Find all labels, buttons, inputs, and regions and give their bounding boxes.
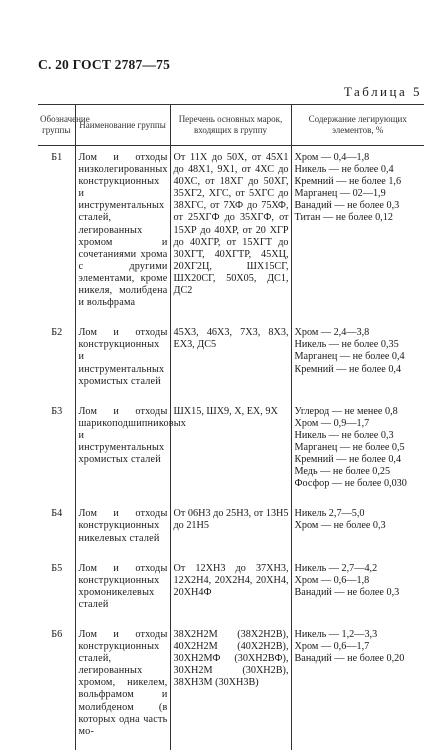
table-row bbox=[38, 146, 424, 322]
table-row bbox=[38, 557, 424, 623]
group-grades: 45Х3, 46Х3, 7Х3, 8Х3, ЕХ3, ДС5 bbox=[170, 321, 291, 399]
group-content: Углерод — не менее 0,8 Хром — 0,9—1,7 Никель — не более 0,3 Марганец — не более 0,5 Кремний — не более 0,4 Медь — не более 0,25 Фосфор — не более 0,030 bbox=[291, 400, 424, 503]
group-grades: 38Х2Н2М (38Х2Н2В), 40Х2Н2М (40Х2Н2В), 30ХН2МФ (30ХН2ВФ), 30ХН2М (30ХН2В), 38ХН3М (30ХН3В) bbox=[170, 623, 291, 750]
page-header: С. 20 ГОСТ 2787—75 bbox=[38, 57, 171, 72]
group-code: Б4 bbox=[51, 508, 63, 520]
column-header-content: Содержание легирующих элементов, % bbox=[291, 105, 424, 146]
group-content: Никель 2,7—5,0 Хром — не более 0,3 bbox=[291, 502, 424, 556]
table-row bbox=[38, 623, 424, 750]
group-name: Лом и отходы низколегированных конструкционных и инструментальных сталей, легированных хромом и сочетаниями хрома с другими элементами, кроме никеля, молибдена и вольфрама bbox=[75, 146, 170, 322]
group-code: Б2 bbox=[51, 327, 63, 339]
group-grades: От 06Н3 до 25Н3, от 13Н5 до 21Н5 bbox=[170, 502, 291, 556]
group-content: Никель — 1,2—3,3 Хром — 0,6—1,7 Ванадий — не более 0,20 bbox=[291, 623, 424, 750]
group-code: Б1 bbox=[51, 152, 63, 163]
group-content: Хром — 0,4—1,8 Никель — не более 0,4 Кремний — не более 1,6 Марганец — 02—1,9 Ванадий — не более 0,3 Титан — не более 0,12 bbox=[291, 146, 424, 322]
table-title: Таблица 5 bbox=[343, 84, 422, 99]
table-row bbox=[38, 502, 424, 556]
steel-scrap-groups-table bbox=[38, 104, 424, 750]
column-header-name: Наименование группы bbox=[75, 105, 170, 146]
group-name: Лом и отходы шарикоподшипниковых и инструментальных хромистых сталей bbox=[75, 400, 170, 503]
group-content: Никель — 2,7—4,2 Хром — 0,6—1,8 Ванадий — не более 0,3 bbox=[291, 557, 424, 623]
group-content: Хром — 2,4—3,8 Никель — не более 0,35 Марганец — не более 0,4 Кремний — не более 0,4 bbox=[291, 321, 424, 399]
group-name: Лом и отходы конструкционных хромоникелевых сталей bbox=[75, 557, 170, 623]
column-header-code: Обозначение группы bbox=[38, 105, 75, 146]
group-grades: От 12ХН3 до 37ХН3, 12Х2Н4, 20Х2Н4, 20ХН4, 20ХН4Ф bbox=[170, 557, 291, 623]
group-grades: ШХ15, ШХ9, Х, ЕХ, 9Х bbox=[170, 400, 291, 503]
group-name: Лом и отходы конструкционных сталей, легированных хромом, никелем, вольфрамом и молибденом (в которых одна часть мо- bbox=[75, 623, 170, 750]
group-code: Б3 bbox=[51, 405, 63, 417]
group-name: Лом и отходы конструкционных никелевых сталей bbox=[75, 502, 170, 556]
table-row bbox=[38, 400, 424, 503]
group-code: Б6 bbox=[51, 629, 63, 640]
table-header-row bbox=[38, 105, 424, 146]
group-code: Б5 bbox=[51, 562, 63, 574]
column-header-grades: Перечень основных марок, входящих в группу bbox=[170, 105, 291, 146]
group-grades: От 11Х до 50Х, от 45Х1 до 48Х1, 9Х1, от 4ХС до 40ХС, от 18ХГ до 50ХГ, 35ХГ2, ХГС, от 5ХГС до 38ХГС, от 7ХФ до 75ХФ, от 25ХГФ до 35ХГФ, от 15ХР до 40ХР, от 20 ХГР до 40ХГР, от 15ХГТ до 30ХГТ, 40ХГТР, 45ХЦ, 20ХГ2Ц, ШХ15СГ, ШХ20СГ, 50Х05, ДС1, ДС2 bbox=[170, 146, 291, 322]
group-name: Лом и отходы конструкционных и инструментальных хромистых сталей bbox=[75, 321, 170, 399]
table-row bbox=[38, 321, 424, 399]
